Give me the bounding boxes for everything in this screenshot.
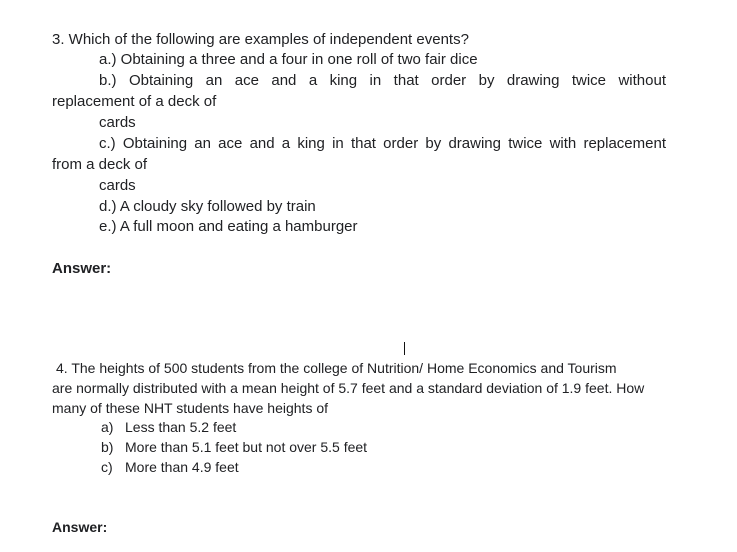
q4-question-line3: many of these NHT students have heights of [52,400,329,416]
q3-option-b-line3: cards [99,114,136,131]
q4-option-c-letter: c) [101,459,113,475]
q3-option-b-line2: replacement of a deck of [52,93,217,110]
text-cursor [404,342,405,355]
q4-option-b-letter: b) [101,439,114,455]
q3-option-c-line3: cards [99,177,136,194]
q4-option-b-text: More than 5.1 feet but not over 5.5 feet [125,439,368,455]
q4-option-c-text: More than 4.9 feet [125,459,239,475]
q3-option-c-line2: from a deck of [52,156,148,173]
q4-option-c [101,457,239,477]
q4-question-line1: 4. The heights of 500 students from the college of Nutrition/ Home Economics and Tourism [56,360,617,376]
q3-question: 3. Which of the following are examples of independent events? [52,31,469,48]
q3-answer-label: Answer: [52,260,112,277]
q3-option-c-line1: c.) Obtaining an ace and a king in that order by drawing twice with replacement [99,135,666,152]
q4-answer-label: Answer: [52,519,108,535]
q3-option-a: a.) Obtaining a three and a four in one roll of two fair dice [99,51,478,68]
q3-option-d: d.) A cloudy sky followed by train [99,198,316,215]
q4-question-line2: are normally distributed with a mean height of 5.7 feet and a standard deviation of 1.9 feet. How [52,380,645,396]
q4-option-b [101,437,367,457]
q4-option-a [101,417,236,437]
q4-option-a-letter: a) [101,419,114,435]
q3-option-e: e.) A full moon and eating a hamburger [99,218,358,235]
q4-option-a-text: Less than 5.2 feet [125,419,237,435]
q3-option-b-line1: b.) Obtaining an ace and a king in that order by drawing twice without [99,72,666,89]
